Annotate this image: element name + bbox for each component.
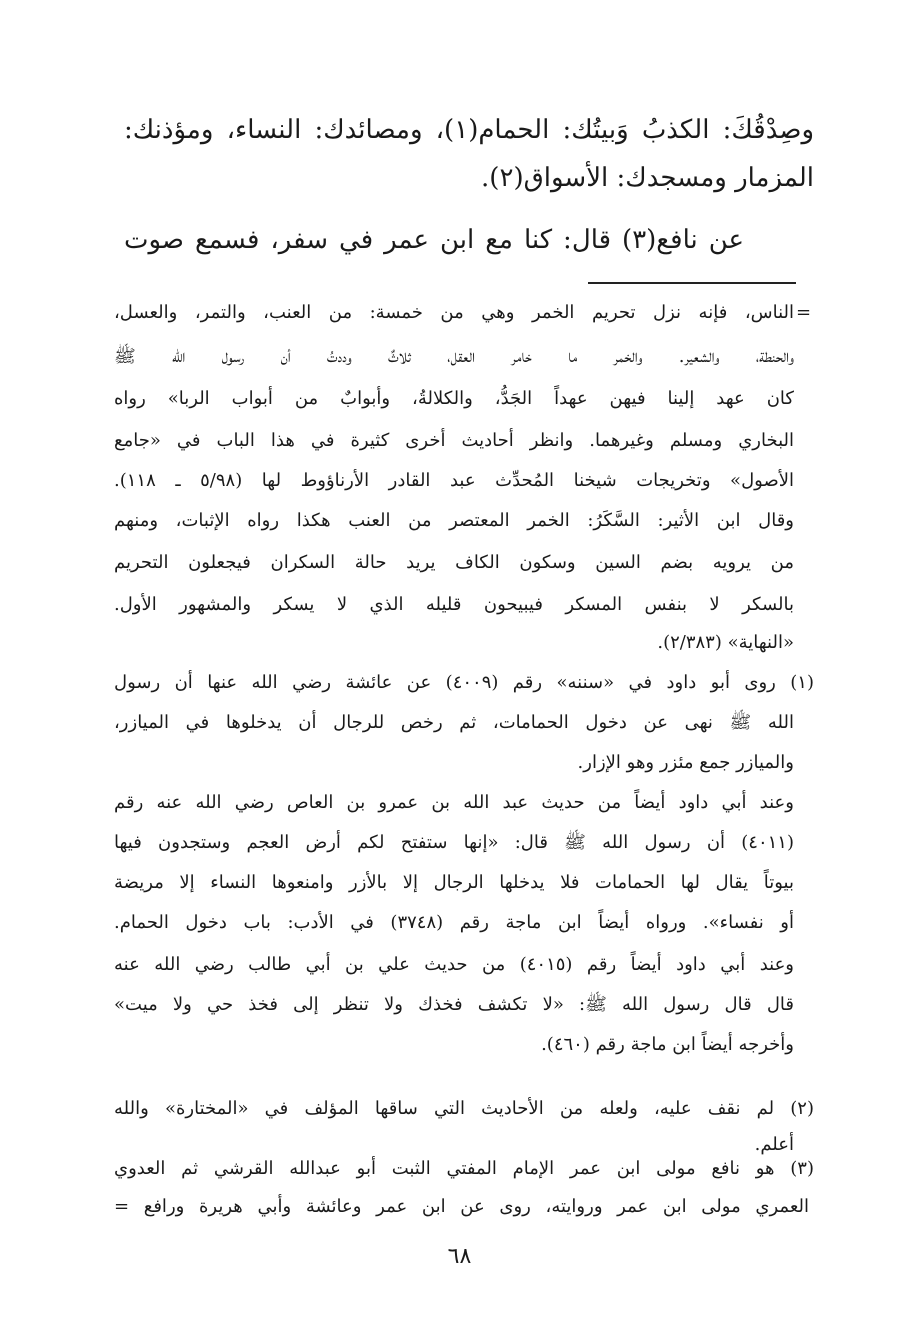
footnote-1-line: وعند أبي داود أيضاً رقم (٤٠١٥) من حديث علي بن أبي طالب رضي الله عنه	[114, 954, 794, 975]
footnote-line: وقال ابن الأثير: السَّكَرُ: الخمر المعتصر من العنب هكذا رواه الإثبات، ومنهم	[114, 510, 794, 531]
footnote-line: والحنطة، والشعير. والخمر ما خامر العقل، ثلاثٌ وددتُ أن رسول الله ﷺ	[114, 346, 794, 367]
footnote-1-line: بيوتاً يقال لها الحمامات فلا يدخلها الرجال إلا بالأزر وامنعوها النساء إلا مريضة	[114, 872, 794, 893]
continuation-marker: =	[796, 302, 812, 323]
footnote-1-line: وأخرجه أيضاً ابن ماجة رقم (٤٦٠).	[541, 1034, 794, 1055]
main-text-line: المزمار ومسجدك: الأسواق(٢).	[481, 163, 814, 193]
footnote-1-line: وعند أبي داود أيضاً من حديث عبد الله بن عمرو بن العاص رضي الله عنه رقم	[114, 792, 794, 813]
footnote-1-line: الله ﷺ نهى عن دخول الحمامات، ثم رخص للرجال أن يدخلوها في الميازر،	[114, 712, 794, 733]
footnote-line: بالسكر لا بنفس المسكر فيبيحون قليله الذي لا يسكر والمشهور الأول.	[114, 594, 794, 615]
footnote-line: الناس، فإنه نزل تحريم الخمر وهي من خمسة: من العنب، والتمر، والعسل،	[114, 302, 794, 323]
footnote-line: كان عهد إلينا فيهن عهداً الجَدُّ، والكلالةُ، وأبوابٌ من أبواب الربا» رواه	[114, 388, 794, 409]
footnote-line: الأصول» وتخريجات شيخنا المُحدِّث عبد القادر الأرناؤوط لها (٥/٩٨ ـ ١١٨).	[114, 470, 794, 491]
footnote-1-line: (١) روى أبو داود في «سننه» رقم (٤٠٠٩) عن عائشة رضي الله عنها أن رسول	[114, 672, 814, 693]
main-text-line: وصِدْقُكَ: الكذبُ وَبيتُك: الحمام(١)، ومصائدك: النساء، ومؤذنك:	[124, 115, 814, 145]
footnote-1-line: والميازر جمع مئزر وهو الإزار.	[577, 752, 794, 773]
footnote-line: البخاري ومسلم وغيرهما. وانظر أحاديث أخرى كثيرة في هذا الباب في «جامع	[114, 430, 794, 451]
footnote-1-line: (٤٠١١) أن رسول الله ﷺ قال: «إنها ستفتح لكم أرض العجم وستجدون فيها	[114, 832, 794, 853]
page-number: ٦٨	[447, 1244, 472, 1269]
footnote-separator	[588, 282, 796, 284]
footnote-3-line: (٣) هو نافع مولى ابن عمر الإمام المفتي الثبت أبو عبدالله القرشي ثم العدوي	[114, 1158, 814, 1179]
footnote-2-line: (٢) لم نقف عليه، ولعله من الأحاديث التي ساقها المؤلف في «المختارة» والله	[114, 1098, 814, 1119]
footnote-line: من يرويه بضم السين وسكون الكاف يريد حالة السكران فيجعلون التحريم	[114, 552, 794, 573]
footnote-line: «النهاية» (٢/٣٨٣).	[657, 632, 794, 653]
main-text-line: عن نافع(٣) قال: كنا مع ابن عمر في سفر، فسمع صوت	[124, 225, 744, 255]
footnote-3-line: العمري مولى ابن عمر وروايته، روى عن ابن عمر وعائشة وأبي هريرة ورافع =	[114, 1196, 809, 1217]
footnote-1-line: أو نفساء». ورواه أيضاً ابن ماجة رقم (٣٧٤٨) في الأدب: باب دخول الحمام.	[114, 912, 794, 933]
footnote-2-line: أعلم.	[754, 1134, 794, 1155]
footnote-1-line: قال قال رسول الله ﷺ: «لا تكشف فخذك ولا تنظر إلى فخذ حي ولا ميت»	[114, 994, 794, 1015]
